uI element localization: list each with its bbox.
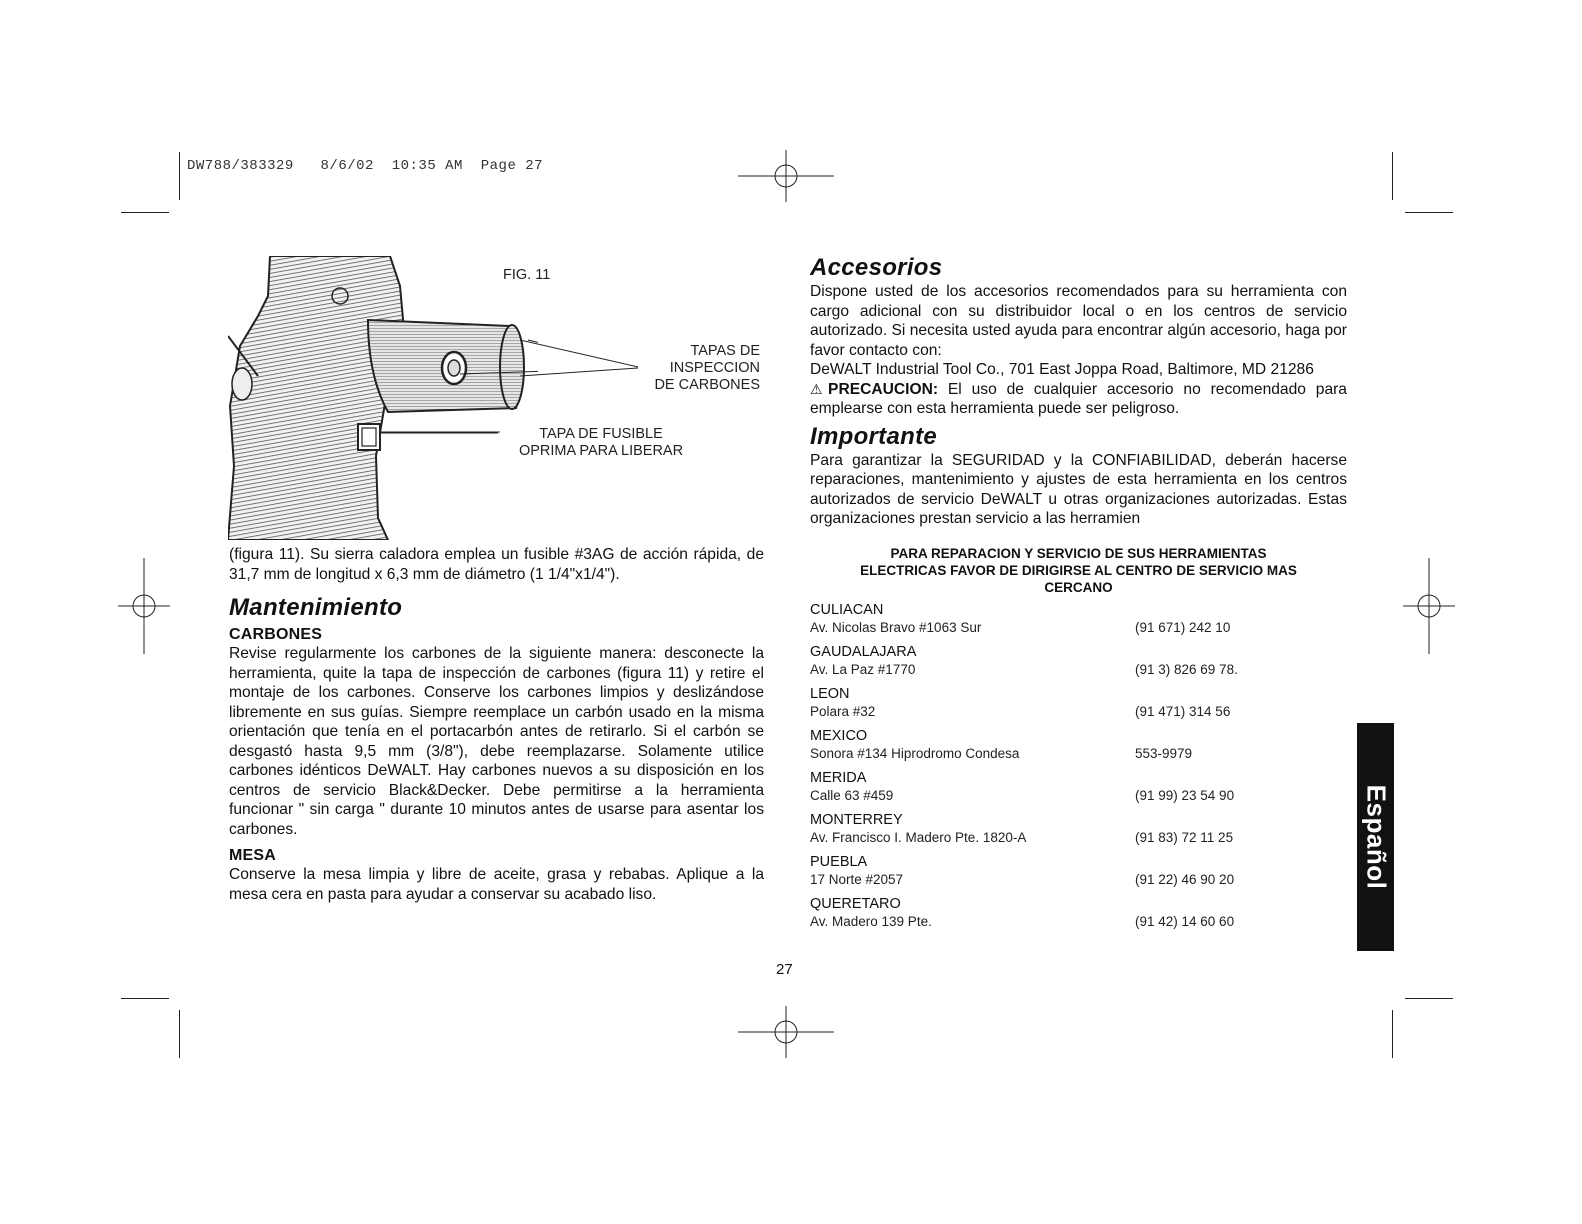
service-city: QUERETARO: [810, 895, 901, 912]
service-heading: [810, 545, 1347, 596]
service-row: [810, 703, 1295, 720]
service-address: Polara #32: [810, 703, 876, 719]
importante-paragraph: Para garantizar la SEGURIDAD y la CONFIABILIDAD, deberán hacerse reparaciones, mantenimiento y ajustes de esta herramienta en los centros autorizados de servicio DeWALT u otras organizaciones autorizadas. Estas organizaciones prestan servicio a las herramien: [810, 451, 1347, 527]
print-header: DW788/383329 8/6/02 10:35 AM Page 27: [187, 158, 544, 174]
service-city: CULIACAN: [810, 601, 884, 618]
accesorios-heading: Accesorios: [810, 254, 943, 281]
callout-tapa-fusible: [508, 426, 694, 460]
figure-leader-line-fuse: [380, 430, 500, 436]
left-column: [229, 545, 764, 904]
warning-triangle-icon: ⚠: [810, 380, 829, 397]
mesa-paragraph: Conserve la mesa limpia y libre de aceite, grasa y rebabas. Aplique a la mesa cera en pasta para ayudar a conservar su acabado liso.: [229, 866, 764, 903]
service-center-list: [810, 602, 1295, 930]
registration-mark-top: [738, 150, 834, 202]
service-address: Av. Madero 139 Pte.: [810, 913, 932, 929]
figure-label: FIG. 11: [503, 267, 551, 283]
service-center-item: [810, 728, 1295, 762]
callout-tapas-inspeccion: [640, 343, 760, 394]
precaucion-paragraph: [810, 380, 1347, 419]
language-side-tab: [1357, 723, 1394, 951]
service-row: [810, 619, 1295, 636]
registration-mark-left: [118, 558, 170, 654]
service-city: LEON: [810, 685, 850, 702]
service-row: [810, 871, 1295, 888]
mesa-heading: MESA: [229, 847, 277, 864]
service-row: [810, 745, 1295, 762]
service-city: MONTERREY: [810, 811, 903, 828]
registration-mark-bottom: [738, 1006, 834, 1058]
service-phone: (91 471) 314 56: [1135, 703, 1231, 719]
service-phone: (91 83) 72 11 25: [1135, 829, 1234, 845]
crop-mark: [1392, 152, 1393, 200]
mantenimiento-heading: Mantenimiento: [229, 594, 403, 621]
service-city: MEXICO: [810, 727, 868, 744]
crop-mark: [179, 1010, 180, 1058]
service-row: [810, 661, 1295, 678]
service-city: GAUDALAJARA: [810, 643, 917, 660]
service-address: Sonora #134 Hiprodromo Condesa: [810, 745, 1020, 761]
carbones-heading: CARBONES: [229, 626, 323, 643]
carbones-paragraph: Revise regularmente los carbones de la siguiente manera: desconecte la herramienta, quite la tapa de inspección de carbones (figura 11) y retire el montaje de los carbones. Conserve los carbones limpios y deslizándose libremente en sus guías. Siempre reemplace un carbón usado en la misma orientación que tenía en el portacarbón antes de retirarlo. Si el carbón se desgastó hasta 9,5 mm (3/8"), debe reemplazarse. Solamente utilice carbones idénticos DeWALT. Hay carbones nuevos a su disposición en los centros de servicio Black&Decker. Debe permitirse a la herramienta funcionar " sin carga " durante 10 minutos antes de usarse para asentar los carbones.: [229, 645, 764, 838]
service-address: 17 Norte #2057: [810, 871, 904, 887]
precaucion-label: PRECAUCION:: [828, 380, 939, 398]
figure-leader-lines: [520, 330, 650, 390]
callout-line: OPRIMA PARA LIBERAR: [518, 443, 684, 459]
service-address: Av. La Paz #1770: [810, 661, 916, 677]
service-row: [810, 913, 1295, 930]
crop-mark: [179, 152, 180, 200]
service-row: [810, 829, 1295, 846]
crop-mark: [121, 998, 169, 999]
service-center-item: [810, 602, 1295, 636]
crop-mark: [121, 212, 169, 213]
service-address: Av. Nicolas Bravo #1063 Sur: [810, 619, 982, 635]
service-center-item: [810, 644, 1295, 678]
fuse-intro-paragraph: (figura 11). Su sierra caladora emplea un fusible #3AG de acción rápida, de 31,7 mm de longitud x 6,3 mm de diámetro (1 1/4"x1/4").: [229, 546, 764, 583]
service-phone: (91 671) 242 10: [1135, 619, 1231, 635]
language-tab-label: Español: [1361, 784, 1391, 890]
right-column: [810, 254, 1347, 930]
callout-line: INSPECCION: [669, 360, 760, 376]
service-phone: (91 42) 14 60 60: [1135, 913, 1235, 929]
precaucion-text: El uso de cualquier accesorio no recomendado para emplearse con esta herramienta puede ser peligroso.: [810, 380, 1347, 417]
service-row: [810, 787, 1295, 804]
service-center-item: [810, 812, 1295, 846]
service-heading-line: PARA REPARACION Y SERVICIO DE SUS HERRAMIENTAS: [890, 545, 1267, 561]
service-address: Av. Francisco I. Madero Pte. 1820-A: [810, 829, 1027, 845]
crop-mark: [1405, 998, 1453, 999]
service-phone: (91 22) 46 90 20: [1135, 871, 1235, 887]
callout-line: DE CARBONES: [654, 377, 760, 393]
service-city: PUEBLA: [810, 853, 868, 870]
service-city: MERIDA: [810, 769, 867, 786]
crop-mark: [1392, 1010, 1393, 1058]
service-center-item: [810, 770, 1295, 804]
service-phone: (91 99) 23 54 90: [1135, 787, 1235, 803]
importante-heading: Importante: [810, 422, 938, 450]
service-address: Calle 63 #459: [810, 787, 894, 803]
figure-11-illustration: [228, 256, 538, 540]
dewalt-address: DeWALT Industrial Tool Co., 701 East Joppa Road, Baltimore, MD 21286: [810, 361, 1314, 378]
service-heading-line: ELECTRICAS FAVOR DE DIRIGIRSE AL CENTRO DE SERVICIO MAS: [860, 562, 1297, 578]
callout-line: TAPAS DE: [690, 343, 760, 359]
service-heading-line: CERCANO: [1044, 579, 1113, 595]
crop-mark: [1405, 212, 1453, 213]
service-center-item: [810, 686, 1295, 720]
registration-mark-right: [1403, 558, 1455, 654]
service-phone: (91 3) 826 69 78.: [1135, 661, 1238, 677]
service-center-item: [810, 854, 1295, 888]
page-number: 27: [776, 961, 793, 978]
service-phone: 553-9979: [1135, 745, 1193, 761]
accesorios-paragraph: Dispone usted de los accesorios recomendados para su herramienta con cargo adicional con su distribuidor local o en los centros de servicio autorizado. Si necesita usted ayuda para encontrar algún accesorio, haga por favor contacto con:: [810, 283, 1347, 359]
service-center-item: [810, 896, 1295, 930]
callout-line: TAPA DE FUSIBLE: [539, 426, 663, 442]
